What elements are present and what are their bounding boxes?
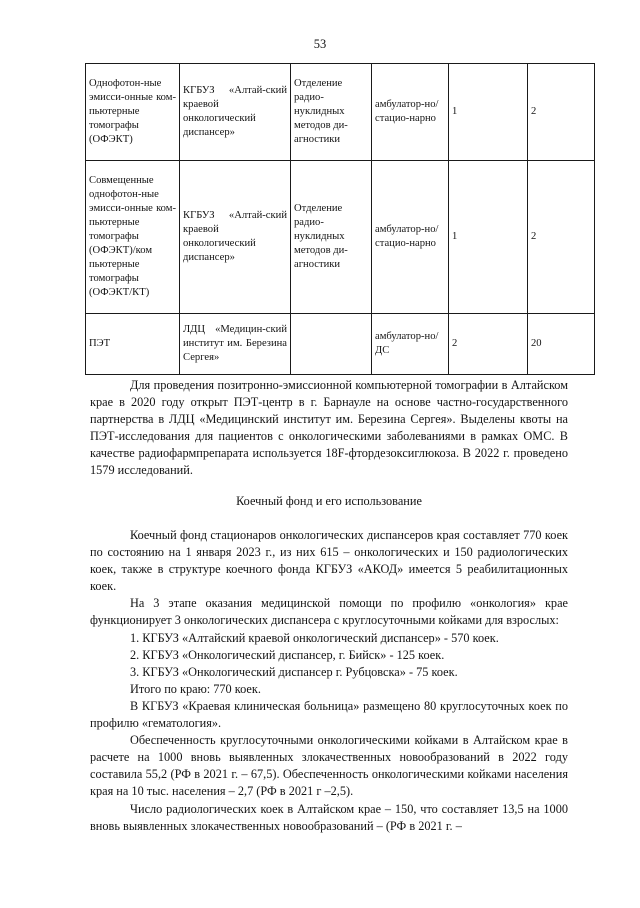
table-row	[86, 314, 595, 375]
table-row	[86, 161, 595, 314]
list-item: 1. КГБУЗ «Алтайский краевой онкологический диспансер» - 570 коек.	[130, 630, 499, 645]
pet-section	[90, 377, 568, 480]
page-number: 53	[313, 37, 327, 51]
department-cell: Отделение радио-нуклидных методов ди-агностики	[291, 64, 372, 161]
table-row	[86, 64, 595, 161]
list-item: 3. КГБУЗ «Онкологический диспансер г. Рубцовска» - 75 коек.	[130, 664, 458, 679]
equipment-cell: Совмещенные однофотон-ные эмисси-онные ком-пьютерные томографы (ОФЭКТ)/ком пьютерные томографы (ОФЭКТ/КТ)	[86, 161, 180, 314]
institution-cell: КГБУЗ «Алтай-ский краевой онкологический диспансер»	[180, 64, 291, 161]
dispensary-list	[90, 630, 568, 698]
department-cell	[291, 314, 372, 375]
pet-paragraph: Для проведения позитронно-эмиссионной компьютерной томографии в Алтайском крае в 2020 году открыт ПЭТ-центр в г. Барнауле на основе частно-государственного партнерства в ЛДЦ «Медицинский институт им. Березина Сергея». Выделены квоты на ПЭТ-исследования для пациентов с онкологическими заболеваниями в рамках ОМС. В качестве радиофармпрепарата используется 18F-фтордезоксиглюкоза. В 2022 г. проведено 1579 исследований.	[90, 378, 568, 478]
count2-cell: 2	[528, 161, 595, 314]
department-cell: Отделение радио-нуклидных методов ди-агностики	[291, 161, 372, 314]
beds-body	[90, 527, 568, 835]
mode-cell: амбулатор-но/ стацио-нарно	[372, 161, 449, 314]
institution-cell: КГБУЗ «Алтай-ский краевой онкологический диспансер»	[180, 161, 291, 314]
list-item: Итого по краю: 770 коек.	[130, 681, 261, 696]
hematology-paragraph: В КГБУЗ «Краевая клиническая больница» размещено 80 круглосуточных коек по профилю «гематология».	[90, 698, 568, 731]
section-heading: Коечный фонд и его использование	[236, 494, 422, 508]
mode-cell: амбулатор-но/ стацио-нарно	[372, 64, 449, 161]
institution-cell: ЛДЦ «Медицин-ский институт им. Березина Сергея»	[180, 314, 291, 375]
beds-total-paragraph: Коечный фонд стационаров онкологических диспансеров края составляет 770 коек по состоянию на 1 января 2023 г., из них 615 – онкологических и 150 радиологических коек, также в структуре коечного фонда КГБУЗ «АКОД» имеется 5 реабилитационных коек.	[90, 528, 568, 594]
stage3-paragraph: На 3 этапе оказания медицинской помощи по профилю «онкология» крае функционирует 3 онкологических диспансера с круглосуточными койками для взрослых:	[90, 596, 568, 628]
provision-paragraph: Обеспеченность круглосуточными онкологическими койками в Алтайском крае в расчете на 1000 вновь выявленных злокачественных новообразований в 2022 году составила 55,2 (РФ в 2021 г. – 67,5). Обеспеченность онкологическими койками населения края на 10 тыс. населения – 2,7 (РФ в 2021 г –2,5).	[90, 733, 568, 799]
list-item: 2. КГБУЗ «Онкологический диспансер, г. Бийск» - 125 коек.	[130, 647, 445, 662]
count2-cell: 20	[528, 314, 595, 375]
radiology-paragraph: Число радиологических коек в Алтайском крае – 150, что составляет 13,5 на 1000 вновь выявленных злокачественных новообразований – (РФ в 2021 г. –	[90, 801, 568, 833]
equipment-cell: Однофотон-ные эмисси-онные ком-пьютерные томографы (ОФЭКТ)	[86, 64, 180, 161]
count2-cell: 2	[528, 64, 595, 161]
count1-cell: 1	[449, 161, 528, 314]
count1-cell: 2	[449, 314, 528, 375]
beds-section	[90, 493, 568, 510]
equipment-cell: ПЭТ	[86, 314, 180, 375]
mode-cell: амбулатор-но/ДС	[372, 314, 449, 375]
equipment-table	[85, 63, 595, 375]
count1-cell: 1	[449, 64, 528, 161]
